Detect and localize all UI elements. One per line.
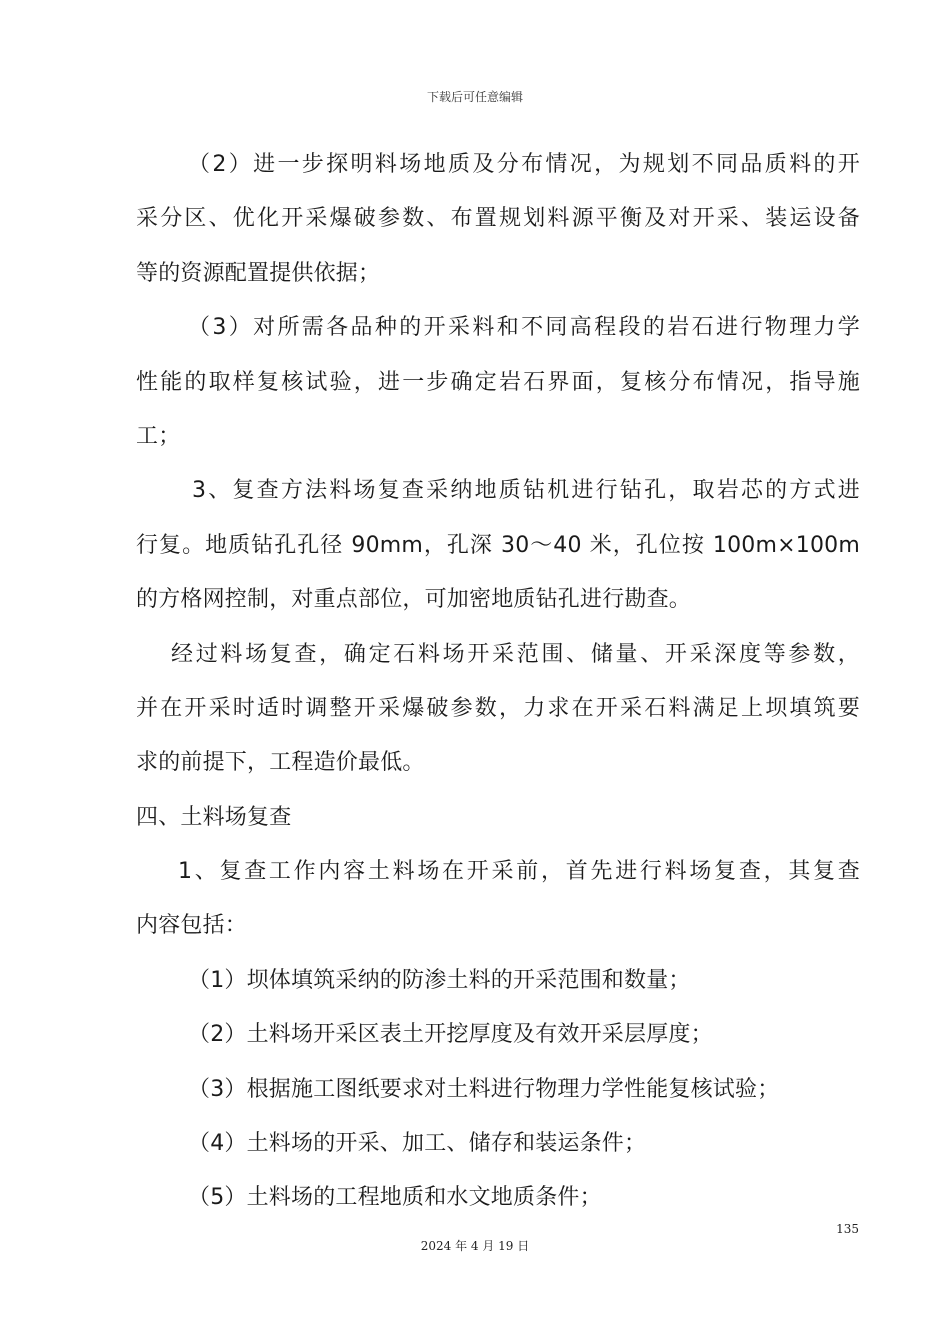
paragraph-line: 经过料场复查，确定石料场开采范围、储量、开采深度等参数， — [171, 641, 860, 667]
footer-date: 2024 年 4 月 19 日 — [420, 1239, 530, 1253]
list-item: （3）根据施工图纸要求对土料进行物理力学性能复核试验； — [188, 1076, 780, 1102]
paragraph-line: 性能的取样复核试验，进一步确定岩石界面，复核分布情况，指导施 — [136, 369, 860, 395]
paragraph-line: 求的前提下，工程造价最低。 — [136, 750, 425, 776]
page-number: 135 — [836, 1222, 859, 1236]
list-item: （5）土料场的工程地质和水文地质条件； — [188, 1185, 602, 1211]
paragraph-line: 1、复查工作内容土料场在开采前，首先进行料场复查，其复查 — [178, 859, 860, 885]
paragraph-line: 等的资源配置提供依据； — [136, 260, 381, 286]
paragraph-line: 并在开采时适时调整开采爆破参数，力求在开采石料满足上坝填筑要 — [136, 695, 860, 721]
paragraph-line: 的方格网控制，对重点部位，可加密地质钻孔进行勘查。 — [136, 587, 692, 613]
paragraph-line: （2）进一步探明料场地质及分布情况，为规划不同品质料的开 — [188, 152, 860, 177]
paragraph-line: 工； — [136, 423, 181, 449]
paragraph-line: 采分区、优化开采爆破参数、布置规划料源平衡及对开采、装运设备 — [136, 206, 860, 232]
paragraph-line: 内容包括： — [136, 913, 248, 939]
paragraph-line: 行复。地质钻孔孔径 90mm，孔深 30～40 米，孔位按 100m×100m — [136, 532, 860, 558]
list-item: （4）土料场的开采、加工、储存和装运条件； — [188, 1131, 647, 1157]
page-header: 下载后可任意编辑 — [426, 90, 523, 104]
paragraph-line: （3）对所需各品种的开采料和不同高程段的岩石进行物理力学 — [188, 315, 860, 341]
list-item: （2）土料场开采区表土开挖厚度及有效开采层厚度； — [188, 1022, 713, 1048]
section-heading: 四、土料场复查 — [136, 804, 292, 830]
paragraph-line: 3、复查方法料场复查采纳地质钻机进行钻孔，取岩芯的方式进 — [192, 478, 860, 504]
document-body — [136, 138, 860, 1226]
list-item: （1）坝体填筑采纳的防渗土料的开采范围和数量； — [188, 967, 691, 993]
